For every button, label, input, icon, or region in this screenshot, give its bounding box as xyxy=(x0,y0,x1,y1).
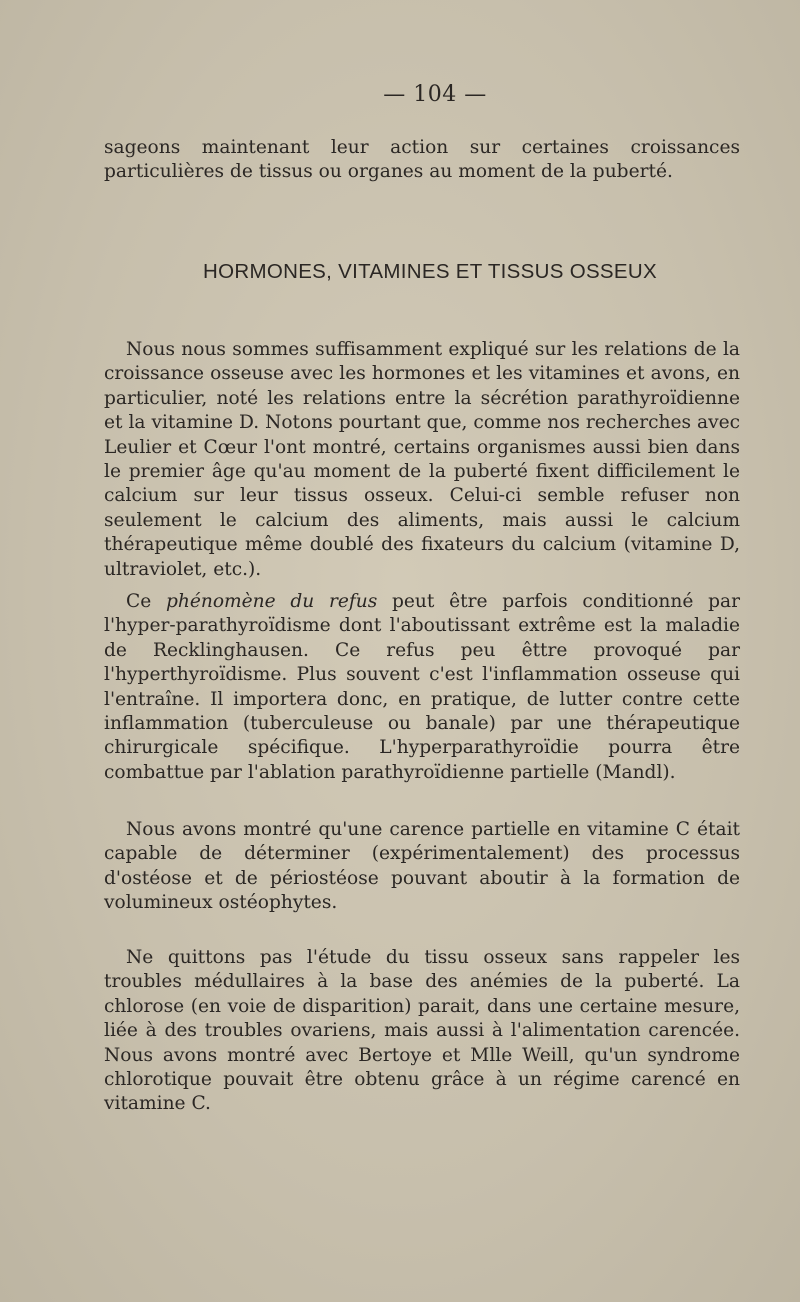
paragraph-vitamin-c: Nous avons montré qu'une carence partielle en vitamine C était capable de déterminer (expérimentalement) des processus d'ostéose et de périostéose pouvant aboutir à la formation de volumineux ostéophytes. xyxy=(104,819,740,914)
paragraph-refusal-phenomenon xyxy=(104,590,740,785)
paragraph-start: Ce xyxy=(126,591,166,612)
paragraph-anemia: Ne quittons pas l'étude du tissu osseux sans rappeler les troubles médullaires à la base des anémies de la puberté. La chlorose (en voie de disparition) parait, dans une certaine mesure, liée à des troubles ovariens, mais aussi à l'alimentation carencée. Nous avons montré avec Bertoye et Mlle Weill, qu'un syndrome chlorotique pouvait être obtenu grâce à un régime carencé en vitamine C. xyxy=(104,947,740,1115)
intro-paragraph: sageons maintenant leur action sur certaines croissances particulières de tissus ou organes au moment de la puberté. xyxy=(104,137,740,183)
paragraph-rest: peut être parfois conditionné par l'hyper-parathyroïdisme dont l'aboutissant extrême est la maladie de Recklinghausen. Ce refus peu êttre provoqué par l'hyperthyroïdisme. Plus souvent c'est l'inflammation osseuse qui l'entraîne. Il importera donc, en pratique, de lutter contre cette inflammation (tuberculeuse ou banale) par une thérapeutique chirurgicale spécifique. L'hyperparathyroïdie pourra être combattue par l'ablation parathyroïdienne partielle (Mandl). xyxy=(104,591,740,783)
section-heading: HORMONES, VITAMINES ET TISSUS OSSEUX xyxy=(203,260,657,283)
paragraph-bone-growth: Nous nous sommes suffisamment expliqué sur les relations de la croissance osseuse avec les hormones et les vitamines et avons, en particulier, noté les relations entre la sécrétion parathyroïdienne et la vitamine D. Notons pourtant que, comme nos recherches avec Leulier et Cœur l'ont montré, certains organismes aussi bien dans le premier âge qu'au moment de la puberté fixent difficilement le calcium sur leur tissus osseux. Celui-ci semble refuser non seulement le calcium des aliments, mais aussi le calcium thérapeutique même doublé des fixateurs du calcium (vitamine D, ultraviolet, etc.). xyxy=(104,339,740,580)
page-number: — 104 — xyxy=(383,82,487,107)
emphasized-term: phénomène du refus xyxy=(165,591,378,612)
